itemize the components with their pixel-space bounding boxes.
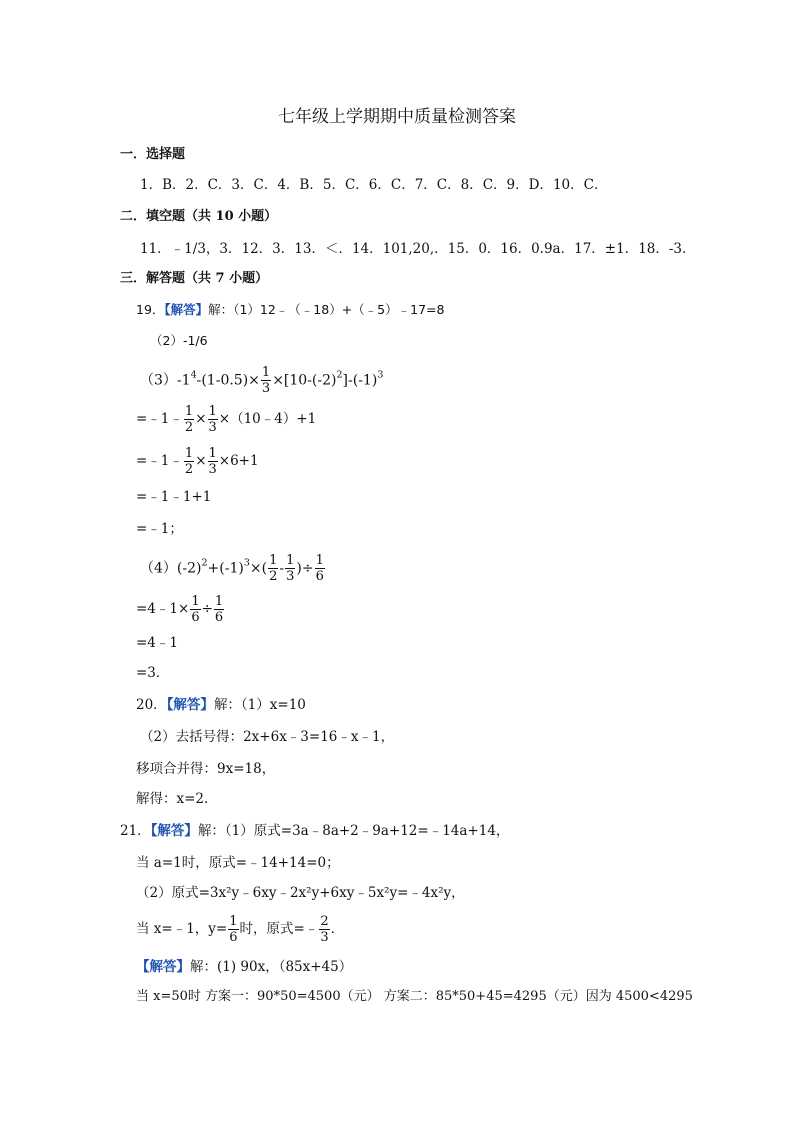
- section-heading-choice: 一．选择题: [120, 147, 186, 162]
- q22-line1: 【解答】解：(1) 90x，（85x+45）: [136, 959, 353, 975]
- q19-jie: 解：: [208, 302, 234, 317]
- fraction: $\frac{1}{3}$: [261, 365, 271, 396]
- q19-step2: =﹣1﹣ $\frac{1}{2}$ × $\frac{1}{3}$ ×6+1: [136, 446, 259, 477]
- q19-step5: =4﹣1× $\frac{1}{6}$ ÷ $\frac{1}{6}$: [136, 594, 224, 625]
- q19-part1: （1）12﹣（﹣18）+（﹣5）﹣17=8: [233, 302, 445, 317]
- fill-answers: 11．﹣1/3，3．12．3．13．＜．14．101,20,．15．0．16．0.9a．17．±1．18．-3．: [140, 241, 696, 257]
- q21-line4: 当 x=﹣1，y= $\frac{1}{6}$ 时，原式=﹣ $\frac{2}{3}$ ．: [136, 914, 345, 945]
- q19-part3-expression: $(3)-1^4-(1-0.5)\times$ $\frac{1}{3}$ $\times[10-(-2)^2]-(-1)^3$: [140, 365, 384, 396]
- q21-line2: 当 a=1时，原式=﹣14+14=0；: [136, 855, 340, 871]
- section-heading-solve: 三．解答题（共 7 小题）: [120, 271, 269, 286]
- fraction: $\frac{1}{3}$: [208, 446, 217, 477]
- fraction: $\frac{1}{6}$: [315, 553, 324, 584]
- q19-line1: [136, 301, 444, 319]
- q19-step4: =﹣1；: [136, 521, 183, 537]
- fraction: $\frac{2}{3}$: [320, 914, 329, 945]
- q19-step3: =﹣1﹣1+1: [136, 489, 212, 505]
- fraction: $\frac{1}{2}$: [269, 553, 278, 584]
- q21-line3: （2）原式=3x²y﹣6xy﹣2x²y+6xy﹣5x²y=﹣4x²y，: [136, 885, 465, 901]
- answer-tag: 【解答】: [150, 823, 198, 839]
- q19-step6: =4﹣1: [136, 635, 178, 651]
- q19-number: 19．: [136, 302, 165, 317]
- q19-part4-expression: $(4)(-2)^2+(-1)^3\times$( $\frac{1}{2}$ - $\frac{1}{3}$ )÷ $\frac{1}{6}$: [140, 553, 324, 584]
- fraction: $\frac{1}{2}$: [184, 404, 194, 435]
- fraction: $\frac{1}{2}$: [184, 446, 194, 477]
- answer-tag: 【解答】: [166, 697, 214, 713]
- section-heading-fill: 二．填空题（共 10 小题）: [120, 209, 278, 224]
- fraction: $\frac{1}{6}$: [214, 594, 224, 625]
- q19-step1: =﹣1﹣ $\frac{1}{2}$ × $\frac{1}{3}$ ×（10﹣4）+1: [136, 404, 317, 435]
- q20-line4: 解得：x=2．: [136, 791, 218, 807]
- q21-line1: 21．【解答】解：（1）原式=3a﹣8a+2﹣9a+12=﹣14a+14，: [120, 823, 510, 839]
- q20-line1: 20．【解答】解：（1）x=10: [136, 697, 306, 713]
- q19-step7: =3．: [136, 665, 170, 681]
- fraction: $\frac{1}{6}$: [229, 914, 238, 945]
- q20-line3: 移项合并得：9x=18，: [136, 761, 276, 777]
- fraction: $\frac{1}{3}$: [208, 404, 217, 435]
- q20-line2: （2）去括号得：2x+6x﹣3=16﹣x﹣1，: [140, 729, 395, 745]
- q22-line2: 当 x=50时 方案一：90*50=4500（元） 方案二：85*50+45=4295（元）因为 4500<4295: [136, 989, 693, 1004]
- fraction: $\frac{1}{3}$: [286, 553, 295, 584]
- answer-tag: 【解答】: [136, 959, 190, 975]
- choice-answers: 1．B．2．C．3．C．4．B．5．C．6．C．7．C．8．C．9．D．10．C．: [140, 177, 608, 193]
- fraction: $\frac{1}{6}$: [191, 594, 200, 625]
- q19-part2: （2）-1/6: [150, 333, 208, 348]
- document-title: 七年级上学期期中质量检测答案: [278, 107, 516, 127]
- answer-tag: 【解答】: [164, 302, 209, 317]
